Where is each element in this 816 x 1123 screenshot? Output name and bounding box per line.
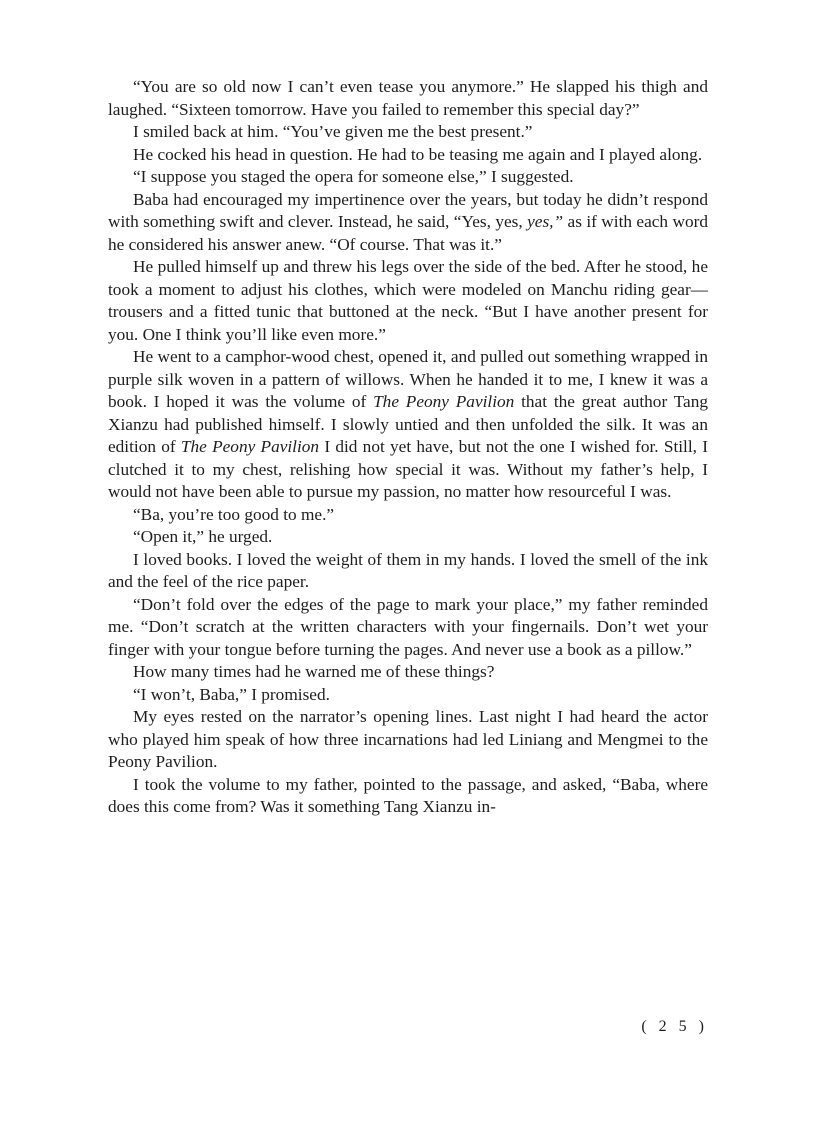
paragraph <box>108 706 708 774</box>
paragraph <box>108 144 708 167</box>
paragraph-text: “I won’t, Baba,” I promised. <box>133 684 330 704</box>
paragraph-text: Baba had encouraged my impertinence over the years, but today he didn’t respond with something swift and clever. Instead, he said, “Yes, yes, <box>108 189 708 231</box>
paragraph <box>108 549 708 594</box>
paragraph-text: I did not yet have, but not the one I wished for. Still, I clutched it to my chest, relishing how special it was. Without my father’s help, I would not have been able to pursue my passion, no matter how resourceful I was. <box>108 437 708 501</box>
paragraph-text: I took the volume to my father, pointed to the passage, and asked, “Baba, where does this come from? Was it something Tang Xianzu in- <box>108 774 708 816</box>
italic-text: yes,” <box>527 212 564 231</box>
paragraph <box>108 504 708 527</box>
paragraph-text: He went to a camphor-wood chest, opened it, and pulled out something wrapped in purple silk woven in a pattern of willows. When he handed it to me, I knew it was a book. I hoped it was the volume of <box>108 347 708 411</box>
paragraph-text: that the great author Tang Xianzu had published himself. I slowly untied and then unfolded the silk. It was an edition of <box>108 392 708 456</box>
paragraph <box>108 76 708 121</box>
paragraph-text: I smiled back at him. “You’ve given me the best present.” <box>133 122 533 141</box>
paragraph-text: “I suppose you staged the opera for someone else,” I suggested. <box>133 167 574 186</box>
body-text <box>108 76 708 819</box>
paragraph-text: “You are so old now I can’t even tease you anymore.” He slapped his thigh and laughed. “Sixteen tomorrow. Have you failed to remember this special day?” <box>108 77 708 119</box>
paragraph <box>108 256 708 346</box>
paragraph <box>108 526 708 549</box>
paragraph-text: “Ba, you’re too good to me.” <box>133 504 335 524</box>
paragraph-text: I loved books. I loved the weight of them in my hands. I loved the smell of the ink and the feel of the rice paper. <box>108 549 708 591</box>
paragraph <box>108 166 708 189</box>
italic-text: The Peony Pavilion <box>180 437 320 456</box>
paragraph <box>108 594 708 662</box>
paragraph <box>108 346 708 504</box>
page-number: ( 2 5 ) <box>641 1018 708 1035</box>
paragraph <box>108 774 708 819</box>
paragraph <box>108 684 708 707</box>
paragraph-text: He pulled himself up and threw his legs over the side of the bed. After he stood, he took a moment to adjust his clothes, which were modeled on Manchu riding gear—trousers and a fitted tunic that buttoned at the neck. “But I have another present for you. One I think you’ll like even more.” <box>108 257 708 344</box>
paragraph-text: My eyes rested on the narrator’s opening lines. Last night I had heard the actor who played him speak of how three incarnations had led Liniang and Mengmei to the Peony Pavilion. <box>108 707 708 771</box>
italic-text: The Peony Pavilion <box>373 392 515 411</box>
paragraph-text: He cocked his head in question. He had to be teasing me again and I played along. <box>133 144 703 164</box>
paragraph-text: “Don’t fold over the edges of the page to mark your place,” my father reminded me. “Don’t scratch at the written characters with your fingernails. Don’t wet your finger with your tongue before turning the pages. And never use a book as a pillow.” <box>108 594 708 659</box>
paragraph-text: How many times had he warned me of these things? <box>133 662 495 681</box>
paragraph <box>108 661 708 684</box>
paragraph-text: “Open it,” he urged. <box>133 527 273 546</box>
paragraph <box>108 189 708 257</box>
paragraph <box>108 121 708 144</box>
paragraph-text: as if with each word he considered his answer anew. “Of course. That was it.” <box>108 212 709 254</box>
